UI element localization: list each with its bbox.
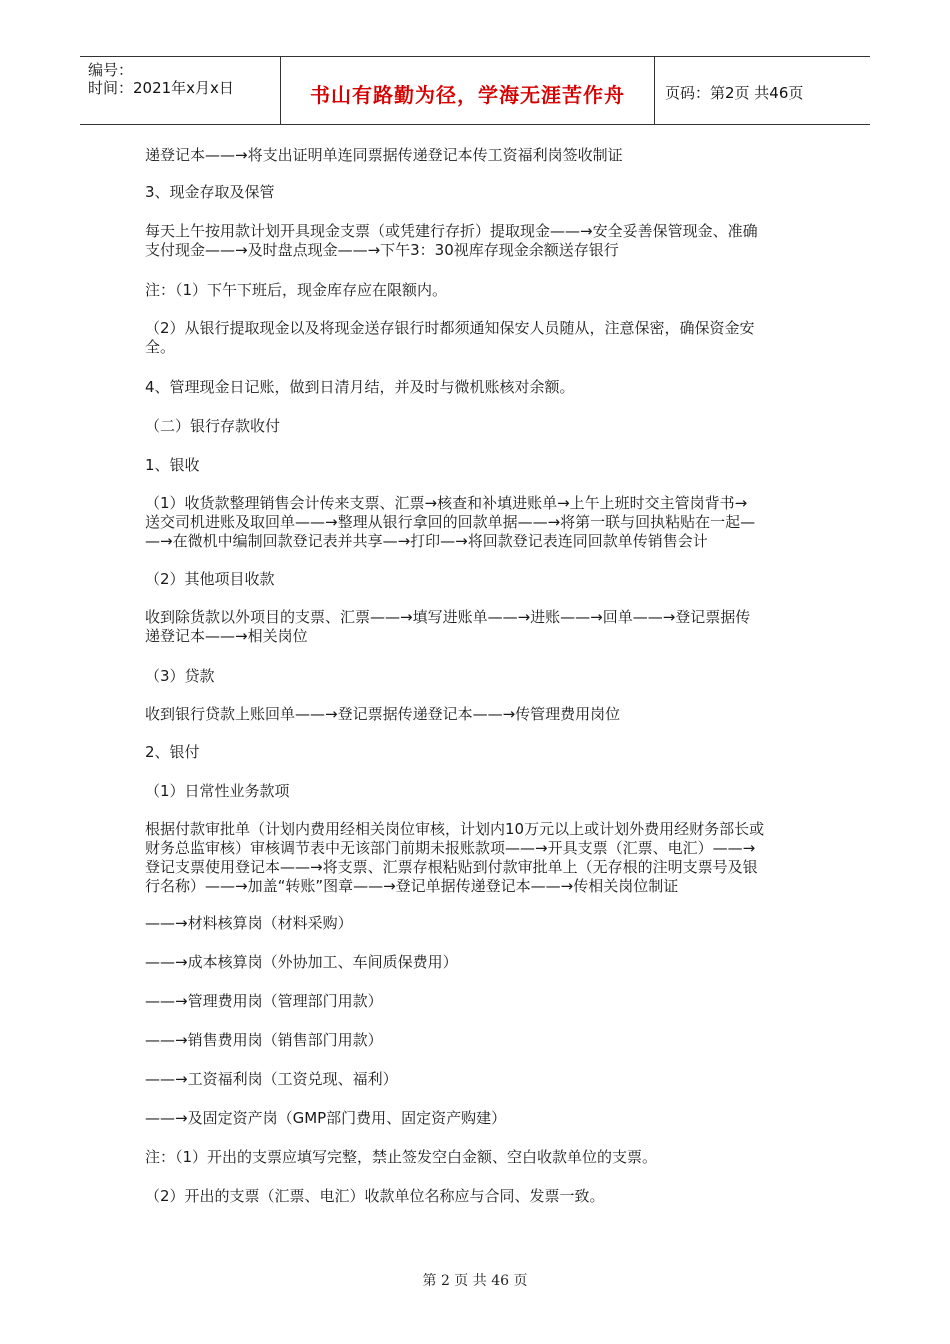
paragraph <box>145 146 623 165</box>
paragraph-line: 递登记本——→相关岗位 <box>145 627 308 645</box>
paragraph-line: 4、管理现金日记账，做到日清月结，并及时与微机账核对余额。 <box>145 378 575 396</box>
paragraph <box>145 183 275 202</box>
paragraph-line: —→在微机中编制回款登记表并共享—→打印—→将回款登记表连同回款单传销售会计 <box>145 532 708 550</box>
paragraph <box>145 820 764 896</box>
paragraph-line: 1、银收 <box>145 456 200 474</box>
paragraph-line: 每天上午按用款计划开具现金支票（或凭建行存折）提取现金——→安全妥善保管现金、准确 <box>145 222 758 240</box>
paragraph-line: ——→成本核算岗（外协加工、车间质保费用） <box>145 953 458 971</box>
paragraph <box>145 608 750 646</box>
paragraph-line: ——→材料核算岗（材料采购） <box>145 914 353 932</box>
paragraph-line: ——→工资福利岗（工资兑现、福利） <box>145 1070 398 1088</box>
paragraph-line: 收到除货款以外项目的支票、汇票——→填写进账单——→进账——→回单——→登记票据传 <box>145 608 751 626</box>
paragraph-line: 送交司机进账及取回单——→整理从银行拿回的回款单据——→将第一联与回执粘贴在一起— <box>145 513 756 531</box>
paragraph <box>145 494 755 551</box>
paragraph <box>145 1148 657 1167</box>
paragraph-line: 根据付款审批单（计划内费用经相关岗位审核，计划内10万元以上或计划外费用经财务部长或 <box>145 820 765 838</box>
page-footer: 第 2 页 共 46 页 <box>422 1273 528 1289</box>
paragraph-line: （2）开出的支票（汇票、电汇）收款单位名称应与合同、发票一致。 <box>145 1187 605 1205</box>
paragraph-line: （二）银行存款收付 <box>145 417 281 435</box>
paragraph <box>145 667 215 686</box>
paragraph-line: 财务总监审核）审核调节表中无该部门前期未报账款项——→开具支票（汇票、电汇）——→ <box>145 839 756 857</box>
paragraph <box>145 1187 605 1206</box>
paragraph-line: ——→管理费用岗（管理部门用款） <box>145 992 383 1010</box>
paragraph <box>145 1031 383 1050</box>
paragraph <box>145 417 280 436</box>
paragraph <box>145 782 290 801</box>
page-number-info: 页码：第2页 共46页 <box>665 84 804 102</box>
paragraph-line: （2）其他项目收款 <box>145 570 275 588</box>
motto-text: 书山有路勤为径，学海无涯苦作舟 <box>310 83 625 107</box>
paragraph-line: 全。 <box>145 338 176 356</box>
paragraph <box>145 705 620 724</box>
paragraph-line: 注：（1）开出的支票应填写完整，禁止签发空白金额、空白收款单位的支票。 <box>145 1148 658 1166</box>
paragraph <box>145 570 275 589</box>
date-label: 时间：2021年x月x日 <box>88 79 234 97</box>
paragraph-line: 递登记本——→将支出证明单连同票据传递登记本传工资福利岗签收制证 <box>145 146 623 164</box>
paragraph <box>145 222 758 260</box>
paragraph-line: ——→销售费用岗（销售部门用款） <box>145 1031 383 1049</box>
paragraph <box>145 378 575 397</box>
header-meta-cell <box>80 57 281 124</box>
paragraph <box>145 1070 398 1089</box>
paragraph-line: （3）贷款 <box>145 667 215 685</box>
paragraph-line: ——→及固定资产岗（GMP部门费用、固定资产购建） <box>145 1109 507 1127</box>
paragraph-line: 2、银付 <box>145 743 200 761</box>
paragraph <box>145 1109 506 1128</box>
paragraph-line: 登记支票使用登记本——→将支票、汇票存根粘贴到付款审批单上（无存根的注明支票号及银 <box>145 858 758 876</box>
header-page-cell <box>655 57 870 124</box>
serial-number-label: 编号： <box>88 61 134 79</box>
paragraph-line: 3、现金存取及保管 <box>145 183 275 201</box>
paragraph <box>145 992 383 1011</box>
paragraph <box>145 456 200 475</box>
paragraph <box>145 914 353 933</box>
paragraph <box>145 743 200 762</box>
paragraph <box>145 953 458 972</box>
paragraph-line: （1）收货款整理销售会计传来支票、汇票→核查和补填进账单→上午上班时交主管岗背书→ <box>145 494 748 512</box>
paragraph-line: 注：（1）下午下班后，现金库存应在限额内。 <box>145 281 448 299</box>
paragraph-line: （2）从银行提取现金以及将现金送存银行时都须通知保安人员随从，注意保密，确保资金安 <box>145 319 755 337</box>
paragraph <box>145 319 755 357</box>
paragraph-line: 行名称）——→加盖“转账”图章——→登记单据传递登记本——→传相关岗位制证 <box>145 877 679 895</box>
header-motto-cell <box>281 57 655 124</box>
paragraph <box>145 281 447 300</box>
paragraph-line: 支付现金——→及时盘点现金——→下午3：30视库存现金余额送存银行 <box>145 241 619 259</box>
paragraph-line: （1）日常性业务款项 <box>145 782 290 800</box>
page-header <box>80 56 870 125</box>
paragraph-line: 收到银行贷款上账回单——→登记票据传递登记本——→传管理费用岗位 <box>145 705 621 723</box>
